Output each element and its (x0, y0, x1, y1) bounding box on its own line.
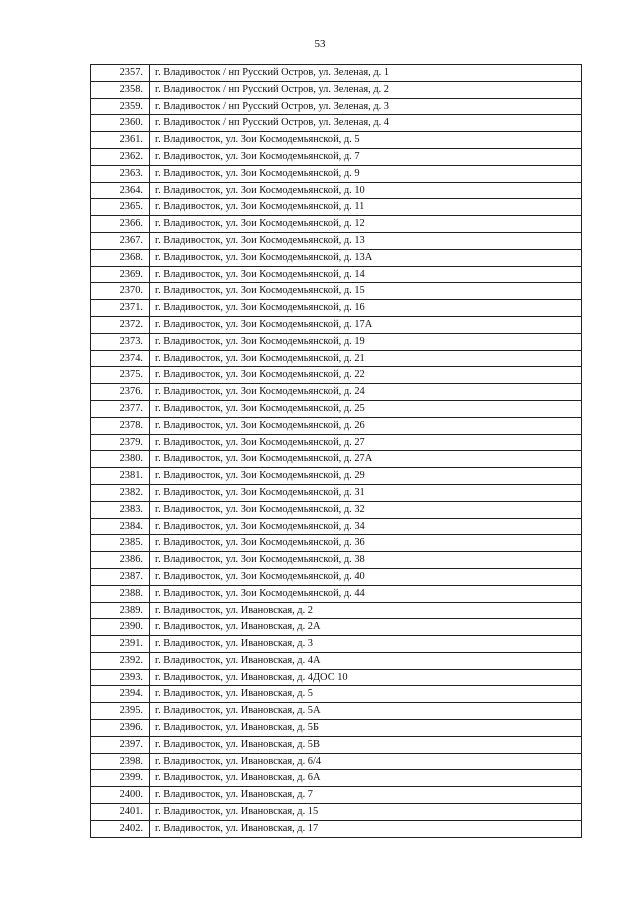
address-cell: г. Владивосток, ул. Ивановская, д. 3 (150, 636, 582, 653)
table-row (91, 669, 582, 686)
table-row (91, 434, 582, 451)
table-row (91, 636, 582, 653)
address-cell: г. Владивосток, ул. Зои Космодемьянской, д. 13 (150, 232, 582, 249)
address-cell: г. Владивосток, ул. Зои Космодемьянской, д. 17А (150, 316, 582, 333)
table-row (91, 300, 582, 317)
table-row (91, 283, 582, 300)
row-number: 2366. (91, 216, 150, 233)
table-row (91, 367, 582, 384)
address-cell: г. Владивосток, ул. Ивановская, д. 5Б (150, 720, 582, 737)
table-row (91, 484, 582, 501)
table-row (91, 232, 582, 249)
row-number: 2367. (91, 232, 150, 249)
row-number: 2376. (91, 384, 150, 401)
row-number: 2388. (91, 585, 150, 602)
row-number: 2372. (91, 316, 150, 333)
row-number: 2370. (91, 283, 150, 300)
row-number: 2361. (91, 132, 150, 149)
address-cell: г. Владивосток, ул. Ивановская, д. 2А (150, 619, 582, 636)
row-number: 2368. (91, 249, 150, 266)
row-number: 2378. (91, 417, 150, 434)
address-cell: г. Владивосток, ул. Зои Космодемьянской, д. 5 (150, 132, 582, 149)
row-number: 2386. (91, 552, 150, 569)
address-cell: г. Владивосток, ул. Ивановская, д. 2 (150, 602, 582, 619)
row-number: 2363. (91, 165, 150, 182)
address-cell: г. Владивосток, ул. Зои Космодемьянской, д. 12 (150, 216, 582, 233)
row-number: 2384. (91, 518, 150, 535)
page-number: 53 (314, 38, 326, 50)
address-table (90, 64, 582, 838)
row-number: 2398. (91, 753, 150, 770)
row-number: 2402. (91, 820, 150, 837)
address-cell: г. Владивосток, ул. Зои Космодемьянской, д. 9 (150, 165, 582, 182)
row-number: 2400. (91, 787, 150, 804)
table-row (91, 468, 582, 485)
table-row (91, 98, 582, 115)
table-row (91, 703, 582, 720)
row-number: 2365. (91, 199, 150, 216)
row-number: 2396. (91, 720, 150, 737)
table-row (91, 619, 582, 636)
row-number: 2401. (91, 804, 150, 821)
address-cell: г. Владивосток, ул. Ивановская, д. 4ДОС 10 (150, 669, 582, 686)
table-row (91, 568, 582, 585)
address-cell: г. Владивосток, ул. Зои Космодемьянской, д. 21 (150, 350, 582, 367)
table-row (91, 316, 582, 333)
row-number: 2359. (91, 98, 150, 115)
row-number: 2399. (91, 770, 150, 787)
row-number: 2364. (91, 182, 150, 199)
address-cell: г. Владивосток, ул. Зои Космодемьянской, д. 29 (150, 468, 582, 485)
address-cell: г. Владивосток, ул. Зои Космодемьянской, д. 25 (150, 400, 582, 417)
address-cell: г. Владивосток, ул. Зои Космодемьянской, д. 27 (150, 434, 582, 451)
address-cell: г. Владивосток, ул. Зои Космодемьянской, д. 24 (150, 384, 582, 401)
row-number: 2371. (91, 300, 150, 317)
table-row (91, 132, 582, 149)
table-row (91, 787, 582, 804)
address-cell: г. Владивосток, ул. Зои Космодемьянской, д. 22 (150, 367, 582, 384)
table-row (91, 148, 582, 165)
table-row (91, 720, 582, 737)
address-cell: г. Владивосток, ул. Зои Космодемьянской, д. 10 (150, 182, 582, 199)
table-row (91, 182, 582, 199)
address-cell: г. Владивосток, ул. Зои Космодемьянской, д. 11 (150, 199, 582, 216)
address-cell: г. Владивосток, ул. Зои Космодемьянской, д. 7 (150, 148, 582, 165)
address-cell: г. Владивосток, ул. Зои Космодемьянской, д. 44 (150, 585, 582, 602)
row-number: 2393. (91, 669, 150, 686)
address-cell: г. Владивосток, ул. Зои Космодемьянской, д. 15 (150, 283, 582, 300)
table-row (91, 686, 582, 703)
table-row (91, 585, 582, 602)
row-number: 2379. (91, 434, 150, 451)
address-cell: г. Владивосток / нп Русский Остров, ул. Зеленая, д. 1 (150, 65, 582, 82)
address-cell: г. Владивосток, ул. Ивановская, д. 17 (150, 820, 582, 837)
address-cell: г. Владивосток, ул. Зои Космодемьянской, д. 26 (150, 417, 582, 434)
row-number: 2362. (91, 148, 150, 165)
address-cell: г. Владивосток / нп Русский Остров, ул. Зеленая, д. 4 (150, 115, 582, 132)
address-cell: г. Владивосток, ул. Ивановская, д. 6/4 (150, 753, 582, 770)
address-cell: г. Владивосток, ул. Зои Космодемьянской, д. 31 (150, 484, 582, 501)
table-row (91, 535, 582, 552)
address-cell: г. Владивосток, ул. Зои Космодемьянской, д. 14 (150, 266, 582, 283)
row-number: 2392. (91, 652, 150, 669)
address-table-body (91, 65, 582, 838)
row-number: 2390. (91, 619, 150, 636)
table-row (91, 350, 582, 367)
table-row (91, 65, 582, 82)
address-cell: г. Владивосток, ул. Зои Космодемьянской, д. 16 (150, 300, 582, 317)
table-row (91, 736, 582, 753)
row-number: 2380. (91, 451, 150, 468)
table-row (91, 249, 582, 266)
row-number: 2357. (91, 65, 150, 82)
table-row (91, 820, 582, 837)
table-row (91, 501, 582, 518)
address-cell: г. Владивосток, ул. Зои Космодемьянской, д. 38 (150, 552, 582, 569)
table-row (91, 451, 582, 468)
row-number: 2373. (91, 333, 150, 350)
table-row (91, 770, 582, 787)
table-row (91, 333, 582, 350)
address-cell: г. Владивосток, ул. Ивановская, д. 5А (150, 703, 582, 720)
row-number: 2381. (91, 468, 150, 485)
row-number: 2397. (91, 736, 150, 753)
row-number: 2382. (91, 484, 150, 501)
address-cell: г. Владивосток, ул. Зои Космодемьянской, д. 19 (150, 333, 582, 350)
row-number: 2389. (91, 602, 150, 619)
table-row (91, 400, 582, 417)
table-row (91, 216, 582, 233)
table-row (91, 165, 582, 182)
table-row (91, 804, 582, 821)
row-number: 2377. (91, 400, 150, 417)
address-cell: г. Владивосток, ул. Зои Космодемьянской, д. 40 (150, 568, 582, 585)
table-row (91, 417, 582, 434)
row-number: 2374. (91, 350, 150, 367)
address-cell: г. Владивосток, ул. Зои Космодемьянской, д. 27А (150, 451, 582, 468)
address-cell: г. Владивосток, ул. Ивановская, д. 6А (150, 770, 582, 787)
row-number: 2394. (91, 686, 150, 703)
row-number: 2358. (91, 81, 150, 98)
row-number: 2375. (91, 367, 150, 384)
table-row (91, 199, 582, 216)
row-number: 2391. (91, 636, 150, 653)
row-number: 2383. (91, 501, 150, 518)
address-cell: г. Владивосток, ул. Ивановская, д. 7 (150, 787, 582, 804)
table-row (91, 518, 582, 535)
address-cell: г. Владивосток, ул. Зои Космодемьянской, д. 13А (150, 249, 582, 266)
address-cell: г. Владивосток, ул. Зои Космодемьянской, д. 32 (150, 501, 582, 518)
row-number: 2395. (91, 703, 150, 720)
row-number: 2387. (91, 568, 150, 585)
table-row (91, 652, 582, 669)
table-row (91, 552, 582, 569)
address-cell: г. Владивосток, ул. Ивановская, д. 5В (150, 736, 582, 753)
address-cell: г. Владивосток, ул. Ивановская, д. 15 (150, 804, 582, 821)
address-cell: г. Владивосток / нп Русский Остров, ул. Зеленая, д. 2 (150, 81, 582, 98)
table-row (91, 266, 582, 283)
table-row (91, 384, 582, 401)
address-cell: г. Владивосток / нп Русский Остров, ул. Зеленая, д. 3 (150, 98, 582, 115)
address-cell: г. Владивосток, ул. Зои Космодемьянской, д. 34 (150, 518, 582, 535)
row-number: 2360. (91, 115, 150, 132)
table-row (91, 753, 582, 770)
table-row (91, 602, 582, 619)
address-cell: г. Владивосток, ул. Ивановская, д. 4А (150, 652, 582, 669)
table-row (91, 115, 582, 132)
table-row (91, 81, 582, 98)
address-cell: г. Владивосток, ул. Ивановская, д. 5 (150, 686, 582, 703)
row-number: 2385. (91, 535, 150, 552)
address-cell: г. Владивосток, ул. Зои Космодемьянской, д. 36 (150, 535, 582, 552)
row-number: 2369. (91, 266, 150, 283)
